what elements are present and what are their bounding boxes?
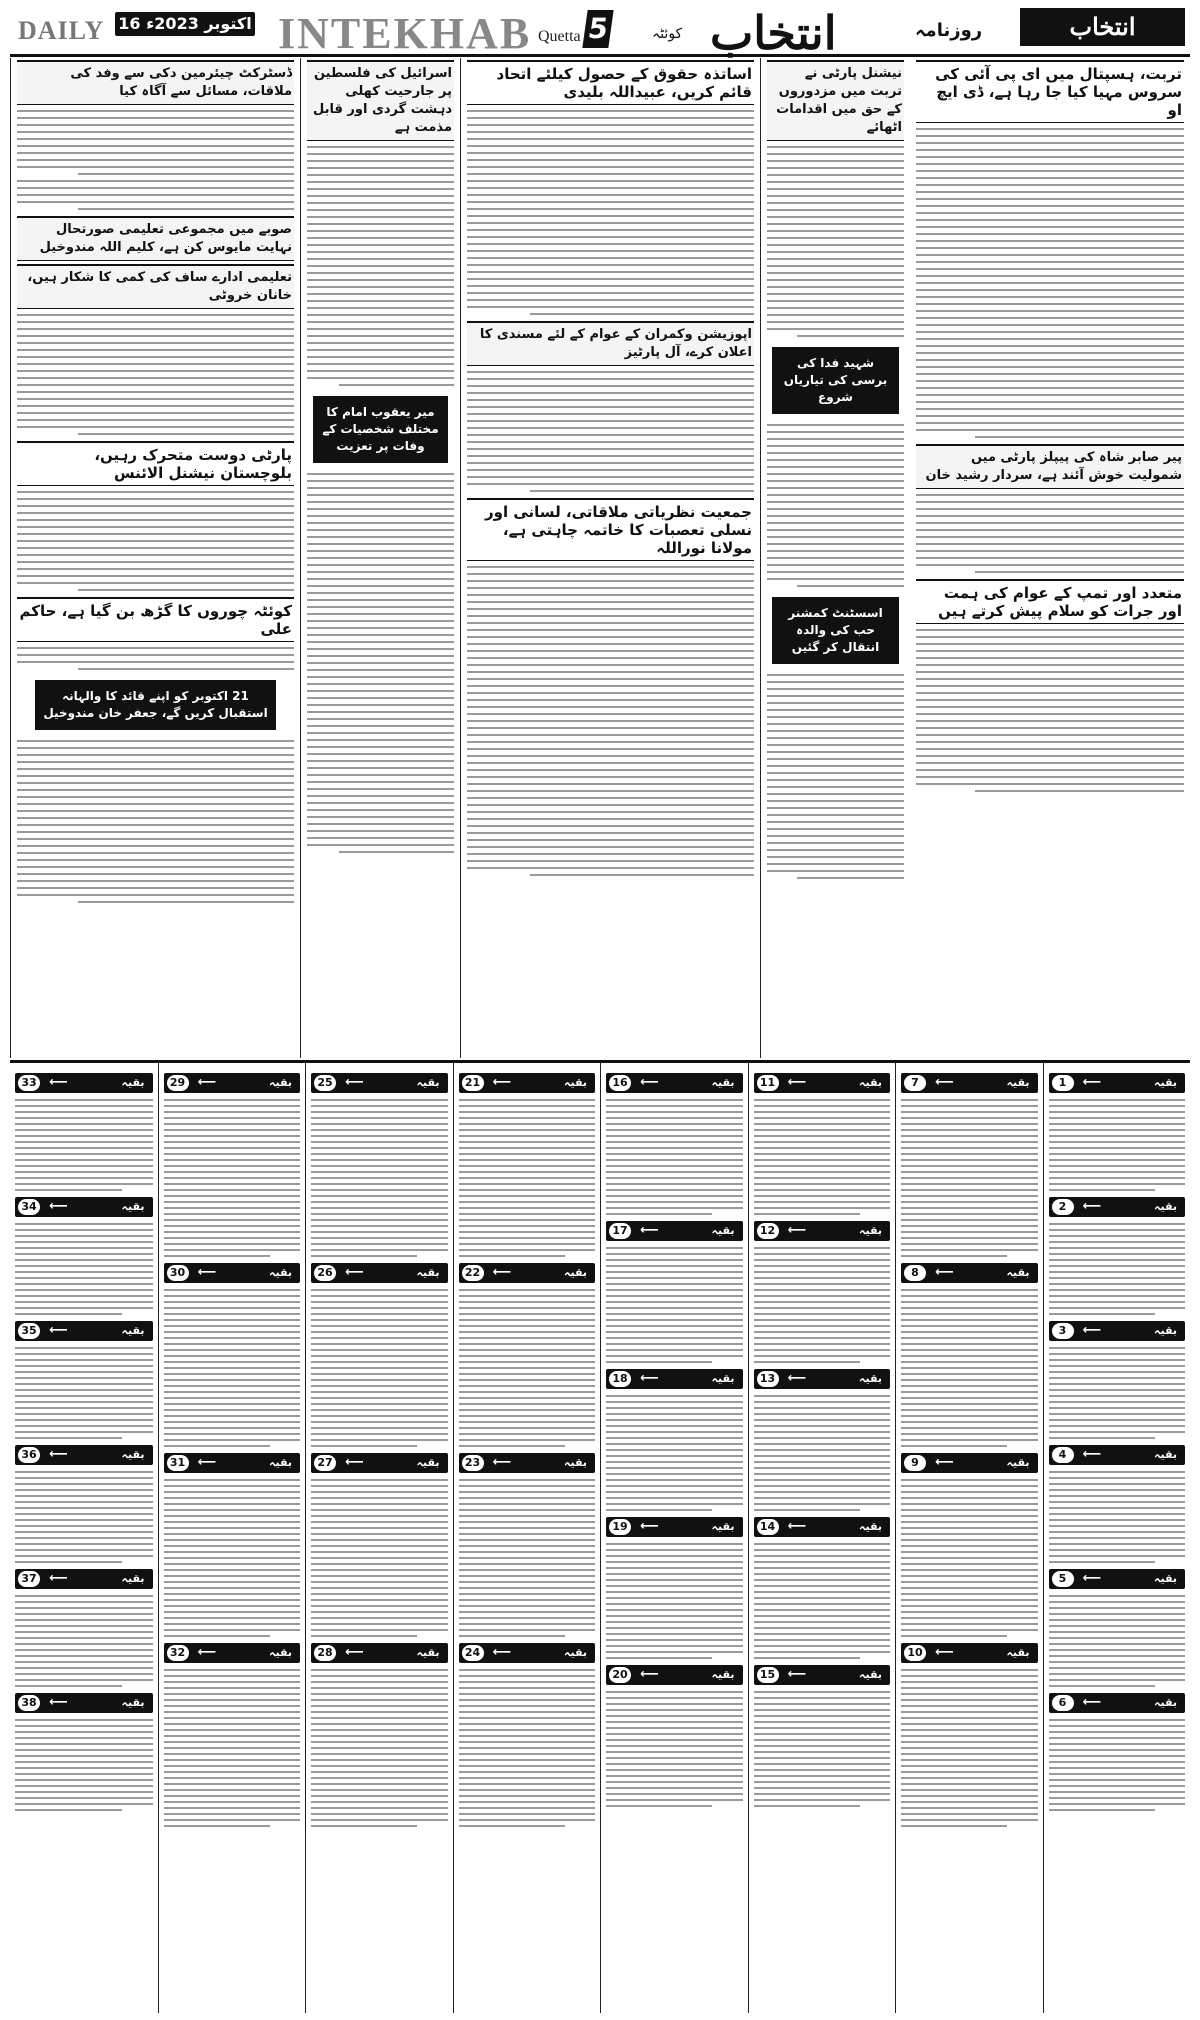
news-column-3 [460,58,760,1058]
continuation-marker [1049,1321,1186,1341]
continuation-marker [164,1643,301,1663]
continuation-label: بقیہ [1154,1324,1177,1337]
story [916,444,1184,573]
masthead-logo-urdu: انتخاب [710,6,837,60]
headline: اپوزیشن وکمران کے عوام کے لئے مسندی کا اعلان کرے، آل پارٹیز [467,321,754,366]
continuation-marker [1049,1197,1186,1217]
continuation-marker [606,1221,743,1241]
continuation-label: بقیہ [564,1646,587,1659]
arrow-left-icon: ⟵ [345,1455,364,1470]
continuation-marker [901,1073,1038,1093]
continuation-label: بقیہ [269,1646,292,1659]
continuation-marker [754,1073,891,1093]
continuation-number: 21 [462,1075,484,1091]
continuation-number: 3 [1052,1323,1074,1339]
headline: کوئٹہ چوروں کا گڑھ بن گیا ہے، حاکم علی [17,597,294,642]
continuation-marker [164,1453,301,1473]
continuation-number: 17 [609,1223,631,1239]
continuation-label: بقیہ [269,1456,292,1469]
story [916,60,1184,438]
continuation-marker [1049,1693,1186,1713]
masthead-name-english: INTEKHAB [278,9,532,58]
headline: اسرائیل کی فلسطین پر جارحیت کھلی دہشت گردی اور قابل مذمت ہے [307,60,454,141]
arrow-left-icon: ⟵ [49,1695,68,1710]
continuation-number: 11 [757,1075,779,1091]
arrow-left-icon: ⟵ [935,1645,954,1660]
arrow-left-icon: ⟵ [345,1645,364,1660]
continuation-number: 8 [904,1265,926,1281]
continuation-label: بقیہ [1006,1456,1030,1469]
continuation-number: 25 [314,1075,336,1091]
news-area [10,58,1190,1058]
continuation-label: بقیہ [416,1266,440,1279]
continuation-label: بقیہ [416,1076,440,1089]
continuation-marker [754,1369,891,1389]
continuation-label: بقیہ [859,1668,882,1681]
headline: اساتذہ حقوق کے حصول کیلئے اتحاد قائم کریں، عبیداللہ بلیدی [467,60,754,105]
continuation-number: 32 [167,1645,189,1661]
boxed-headline: میر یعقوب امام کا مختلف شخصیات کے وفات پر تعزیت [313,396,448,463]
continuation-number: 2 [1052,1199,1074,1215]
continuation-marker [606,1073,743,1093]
continuation-marker [1049,1569,1186,1589]
continuation-number: 14 [757,1519,779,1535]
arrow-left-icon: ⟵ [935,1265,954,1280]
continuation-number: 7 [904,1075,926,1091]
arrow-left-icon: ⟵ [492,1265,512,1280]
arrow-left-icon: ⟵ [492,1455,512,1470]
continuation-number: 5 [1052,1571,1074,1587]
story [916,579,1184,792]
continuation-label: بقیہ [1154,1200,1177,1213]
continuation-number: 9 [904,1455,926,1471]
headline: تعلیمی ادارے ساف کی کمی کا شکار ہیں، خانان خروٹی [17,264,294,309]
continuation-column [158,1063,306,2013]
headline: متعدد اور تمپ کے عوام کی ہمت اور جرات کو سلام پیش کرتے ہیں [916,579,1184,624]
arrow-left-icon: ⟵ [1082,1323,1102,1338]
continuation-number: 23 [462,1455,484,1471]
news-column-2 [300,58,460,1058]
continuation-marker [311,1073,448,1093]
continuation-marker [459,1453,596,1473]
continuation-number: 6 [1052,1695,1074,1711]
continuation-marker [459,1073,596,1093]
continuation-number: 35 [18,1323,40,1339]
continuation-label: بقیہ [1154,1696,1177,1709]
boxed-headline: 21 اکتوبر کو اپنے قائد کا والہانہ استقبال کریں گے، جعفر خان مندوخیل [35,680,276,730]
continuation-number: 28 [314,1645,336,1661]
continuation-number: 1 [1052,1075,1074,1091]
continuation-label: بقیہ [1154,1448,1177,1461]
continuation-column [895,1063,1043,2013]
continuation-label: بقیہ [711,1076,735,1089]
continuation-marker [754,1221,891,1241]
continuation-section [10,1060,1190,2013]
continuation-label: بقیہ [564,1456,587,1469]
continuation-marker [1049,1445,1186,1465]
continuation-label: بقیہ [416,1646,440,1659]
continuation-marker [15,1197,153,1217]
boxed-headline: شہید فدا کی برسی کی تیاریاں شروع [772,347,898,414]
arrow-left-icon: ⟵ [640,1519,659,1534]
continuation-number: 24 [462,1645,484,1661]
continuation-marker [901,1263,1038,1283]
arrow-left-icon: ⟵ [787,1667,807,1682]
continuation-label: بقیہ [416,1456,440,1469]
arrow-left-icon: ⟵ [492,1075,512,1090]
continuation-number: 12 [757,1223,779,1239]
continuation-number: 10 [904,1645,926,1661]
continuation-marker [15,1569,153,1589]
news-column-4 [760,58,910,1058]
arrow-left-icon: ⟵ [49,1075,68,1090]
continuation-label: بقیہ [711,1224,735,1237]
arrow-left-icon: ⟵ [935,1455,954,1470]
arrow-left-icon: ⟵ [640,1223,659,1238]
continuation-number: 16 [609,1075,631,1091]
arrow-left-icon: ⟵ [197,1265,217,1280]
story [17,597,294,670]
continuation-marker [15,1693,153,1713]
continuation-number: 27 [314,1455,336,1471]
arrow-left-icon: ⟵ [935,1075,954,1090]
arrow-left-icon: ⟵ [197,1455,217,1470]
masthead [10,6,1190,60]
continuation-marker [15,1073,153,1093]
continuation-marker [754,1517,891,1537]
boxed-headline: اسسٹنٹ کمشنر حب کی والدہ انتقال کر گئیں [772,597,898,664]
continuation-label: بقیہ [121,1324,145,1337]
arrow-left-icon: ⟵ [49,1447,68,1462]
continuation-marker [164,1263,301,1283]
continuation-marker [1049,1073,1186,1093]
arrow-left-icon: ⟵ [1082,1075,1102,1090]
story [467,321,754,492]
continuation-number: 36 [18,1447,40,1463]
story [307,60,454,386]
continuation-label: بقیہ [859,1372,882,1385]
continuation-label: بقیہ [564,1076,587,1089]
continuation-label: بقیہ [1154,1572,1177,1585]
continuation-number: 22 [462,1265,484,1281]
story [17,216,294,435]
continuation-number: 15 [757,1667,779,1683]
headline: جمعیت نظریاتی ملاقاتی، لسانی اور نسلی تعصبات کا خاتمہ چاہتی ہے، مولانا نوراللہ [467,498,754,561]
masthead-badge: انتخاب [1020,8,1185,46]
continuation-label: بقیہ [1006,1646,1030,1659]
continuation-marker [311,1263,448,1283]
continuation-number: 4 [1052,1447,1074,1463]
continuation-column [1043,1063,1191,2013]
masthead-roznama: روزنامہ [915,20,983,41]
continuation-number: 38 [18,1695,40,1711]
arrow-left-icon: ⟵ [345,1265,364,1280]
continuation-label: بقیہ [711,1372,735,1385]
continuation-marker [15,1445,153,1465]
arrow-left-icon: ⟵ [1082,1199,1102,1214]
continuation-column [305,1063,453,2013]
continuation-marker [15,1321,153,1341]
continuation-label: بقیہ [269,1076,292,1089]
arrow-left-icon: ⟵ [49,1323,68,1338]
masthead-city-english: Quetta [538,28,581,45]
continuation-marker [164,1073,301,1093]
arrow-left-icon: ⟵ [492,1645,512,1660]
continuation-marker [459,1263,596,1283]
arrow-left-icon: ⟵ [640,1371,659,1386]
continuation-label: بقیہ [121,1076,145,1089]
headline: تربت، ہسپتال میں ای پی آئی کی سروس مہیا کیا جا رہا ہے، ڈی ایچ او [916,60,1184,123]
continuation-column [748,1063,896,2013]
arrow-left-icon: ⟵ [197,1075,217,1090]
continuation-label: بقیہ [121,1572,145,1585]
continuation-number: 26 [314,1265,336,1281]
arrow-left-icon: ⟵ [1082,1571,1102,1586]
continuation-label: بقیہ [269,1266,292,1279]
continuation-marker [311,1453,448,1473]
continuation-marker [606,1517,743,1537]
continuation-label: بقیہ [121,1696,145,1709]
continuation-number: 29 [167,1075,189,1091]
arrow-left-icon: ⟵ [787,1519,807,1534]
story [767,60,904,337]
continuation-marker [311,1643,448,1663]
story [17,60,294,210]
continuation-marker [901,1643,1038,1663]
story [467,498,754,876]
continuation-number: 34 [18,1199,40,1215]
arrow-left-icon: ⟵ [49,1199,68,1214]
headline: نیشنل پارٹی نے تربت میں مزدوروں کے حق میں اقدامات اٹھائے [767,60,904,141]
masthead-city-urdu: کوئٹہ [652,26,683,42]
continuation-label: بقیہ [711,1520,735,1533]
continuation-number: 33 [18,1075,40,1091]
continuation-label: بقیہ [1154,1076,1177,1089]
continuation-column [453,1063,601,2013]
continuation-number: 31 [167,1455,189,1471]
masthead-daily-label: DAILY [18,16,105,45]
arrow-left-icon: ⟵ [787,1075,807,1090]
continuation-marker [606,1665,743,1685]
story [17,441,294,591]
continuation-number: 20 [609,1667,631,1683]
continuation-label: بقیہ [859,1520,882,1533]
news-column-1 [10,58,300,1058]
continuation-label: بقیہ [121,1200,145,1213]
continuation-number: 37 [18,1571,40,1587]
continuation-label: بقیہ [1006,1076,1030,1089]
continuation-marker [606,1369,743,1389]
continuation-marker [754,1665,891,1685]
masthead-date: 16 اکتوبر 2023ء [115,12,255,36]
arrow-left-icon: ⟵ [640,1075,659,1090]
headline: صوبے میں مجموعی تعلیمی صورتحال نہایت مایوس کن ہے، کلیم اللہ مندوخیل [17,216,294,261]
continuation-label: بقیہ [859,1224,882,1237]
arrow-left-icon: ⟵ [787,1371,807,1386]
continuation-column [600,1063,748,2013]
arrow-left-icon: ⟵ [49,1571,68,1586]
continuation-column [10,1063,158,2013]
continuation-label: بقیہ [859,1076,882,1089]
continuation-label: بقیہ [711,1668,735,1681]
continuation-label: بقیہ [564,1266,587,1279]
headline: پیر صابر شاہ کی پیپلز پارٹی میں شمولیت خوش آئند ہے، سردار رشید خان [916,444,1184,489]
continuation-number: 13 [757,1371,779,1387]
arrow-left-icon: ⟵ [345,1075,364,1090]
continuation-marker [459,1643,596,1663]
arrow-left-icon: ⟵ [640,1667,659,1682]
headline: پارٹی دوست متحرک رہیں، بلوچستان نیشنل الائنس [17,441,294,486]
story [467,60,754,315]
arrow-left-icon: ⟵ [1082,1695,1102,1710]
continuation-label: بقیہ [1006,1266,1030,1279]
page-number: 5 [582,10,613,48]
continuation-number: 19 [609,1519,631,1535]
arrow-left-icon: ⟵ [1082,1447,1102,1462]
continuation-marker [901,1453,1038,1473]
continuation-number: 18 [609,1371,631,1387]
headline: ڈسٹرکٹ چیئرمین دکی سے وفد کی ملاقات، مسائل سے آگاہ کیا [17,60,294,105]
arrow-left-icon: ⟵ [197,1645,217,1660]
continuation-label: بقیہ [121,1448,145,1461]
news-column-5 [910,58,1190,1058]
arrow-left-icon: ⟵ [787,1223,807,1238]
continuation-number: 30 [167,1265,189,1281]
